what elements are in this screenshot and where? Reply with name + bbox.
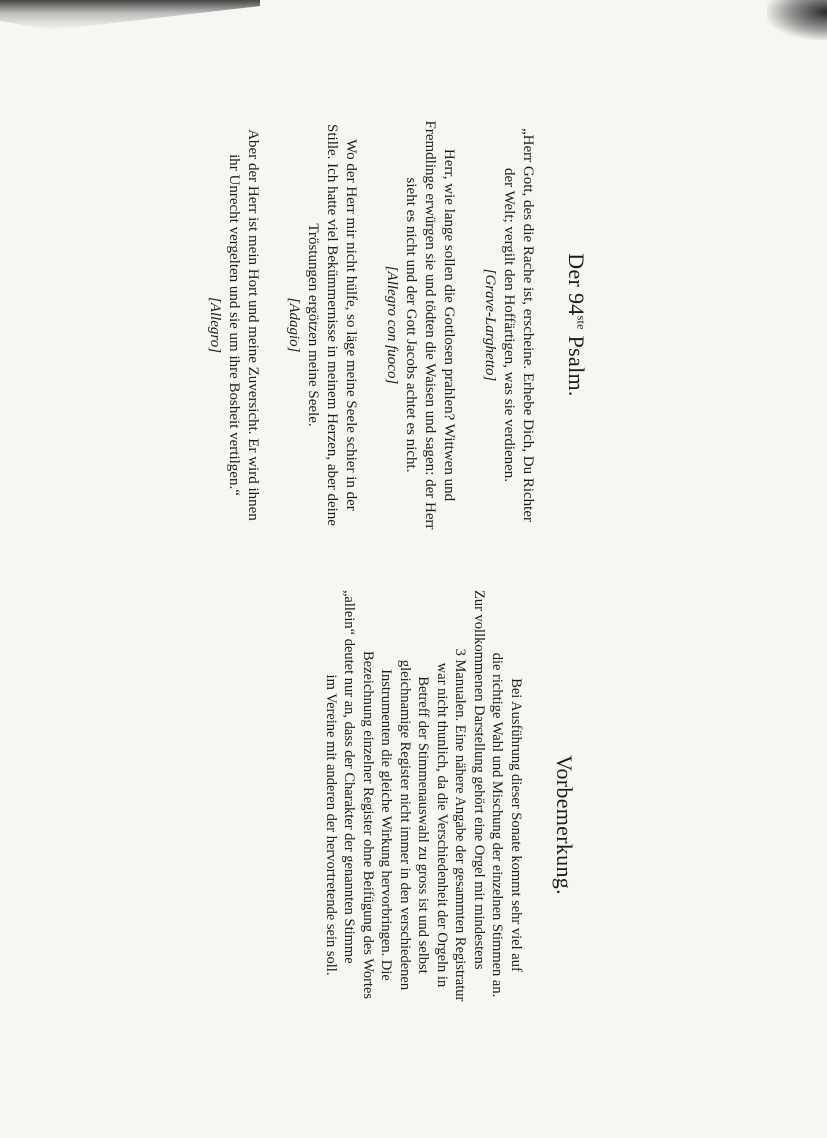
psalm-section-1 bbox=[480, 80, 537, 570]
psalm-line: Tröstungen ergötzen meine Seele. bbox=[305, 223, 321, 427]
prose-line: Instrumenten die gleiche Wirkung hervorbringen. Die bbox=[378, 669, 395, 981]
psalm-title-main: Der 94 bbox=[564, 253, 589, 316]
prose-line: Bei Ausführung dieser Sonate kommt sehr viel auf bbox=[508, 678, 524, 972]
vorbemerkung-paragraph-1 bbox=[433, 590, 526, 1060]
prose-line: im Vereine mit anderen der hervortretende sein soll. bbox=[323, 674, 339, 976]
psalm-section-4 bbox=[205, 80, 262, 570]
tempo-marking: [Grave-Larghetto] bbox=[482, 268, 498, 382]
psalm-line: Fremdlinge erwürgen sie und tödten die Waisen und sagen: der Herr bbox=[422, 120, 438, 530]
psalm-line: sieht es nicht und der Gott Jacobs achtet es nicht. bbox=[403, 177, 419, 473]
psalm-line: ihr Unrecht vergelten und sie um ihre Bosheit vertilgen.“ bbox=[226, 154, 242, 496]
prose-line: Zur vollkommenen Darstellung gehört eine Orgel mit mindestens bbox=[471, 590, 487, 970]
psalm-section-3 bbox=[284, 80, 360, 570]
psalm-column bbox=[183, 80, 589, 570]
prose-line: 3 Manualen. Eine nähere Angabe der gesammten Registratur bbox=[452, 648, 469, 1002]
prose-line: Bezeichnung einzelner Register ohne Beifügung des Wortes bbox=[360, 650, 376, 1000]
tempo-marking: [Allegro con fuoco] bbox=[384, 265, 400, 385]
psalm-line: Herr, wie lange sollen die Gottlosen prahlen? Wittwen und bbox=[441, 148, 457, 502]
psalm-line: Stille. Ich hatte viel Bekümmernisse in meinem Herzen, aber deine bbox=[324, 124, 340, 526]
psalm-title-sup: ste bbox=[574, 315, 589, 330]
psalm-title-end: Psalm. bbox=[564, 329, 589, 397]
psalm-section-2 bbox=[382, 80, 458, 570]
prose-line: die richtige Wahl und Mischung der einzelnen Stimmen an. bbox=[489, 652, 506, 998]
prose-line: „allein“ deutet nur an, dass der Charakter der genannten Stimme bbox=[341, 590, 358, 964]
psalm-line: Aber der Herr ist mein Hort und meine Zuversicht. Er wird ihnen bbox=[245, 129, 261, 521]
vorbemerkung-title: Vorbemerkung. bbox=[552, 755, 577, 895]
prose-line: war nicht thunlich, da die Verschiedenheit der Orgeln in bbox=[434, 662, 450, 988]
psalm-line: Wo der Herr mir nicht hülfe, so läge meine Seele schier in der bbox=[343, 139, 359, 511]
psalm-line: „Herr Gott, des die Rache ist, erscheine. Erhebe Dich, Du Richter bbox=[520, 127, 536, 523]
psalm-title bbox=[563, 80, 589, 570]
prose-line: gleichnamige Register nicht immer in den verschiedenen bbox=[397, 659, 413, 991]
prose-line: Betreff der Stimmenauswahl zu gross ist und selbst bbox=[415, 676, 432, 974]
psalm-line: der Welt; vergilt den Hoffärtigen, was sie verdienen. bbox=[501, 167, 517, 483]
vorbemerkung-paragraph-2 bbox=[322, 590, 433, 1060]
tempo-marking: [Adagio] bbox=[286, 297, 302, 353]
tempo-marking: [Allegro] bbox=[207, 296, 223, 354]
vorbemerkung-column bbox=[322, 590, 578, 1060]
